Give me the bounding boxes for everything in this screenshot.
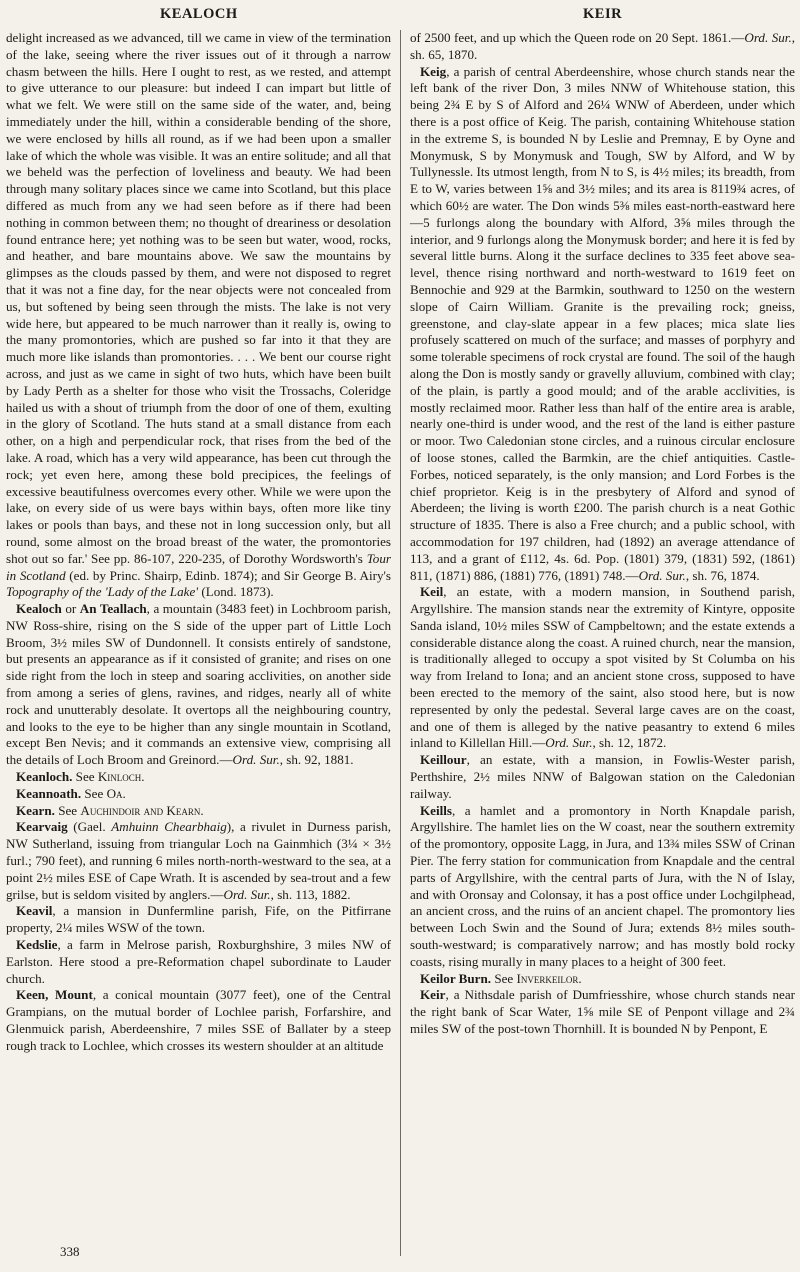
- entry-keen-mount: Keen, Mount, a conical mountain (3077 feet), one of the Central Grampians, on the mutual border of Lochlee parish, Forfarshire, and Glenmuick parish, Aberdeenshire, 7 miles SSE of Ballater by a steep rough track to Lochlee, which crosses its western shoulder at an altitude: [6, 987, 391, 1053]
- headword: Keen, Mount: [16, 987, 93, 1003]
- continuation-paragraph: of 2500 feet, and up which the Queen rode on 20 Sept. 1861.—Ord. Sur., sh. 65, 1870.: [410, 30, 796, 62]
- headword: Keannoath.: [16, 785, 82, 801]
- column-divider: [400, 30, 401, 1256]
- entry-keilor-burn: Keilor Burn. See Inverkeilor.: [420, 970, 582, 986]
- headword: Kearvaig: [16, 819, 68, 835]
- entry-keannoath: Keannoath. See Oa.: [16, 785, 126, 801]
- left-column: [6, 30, 391, 1055]
- entry-keil: Keil, an estate, with a modern mansion, in Southend parish, Argyllshire. The mansion stands near the extremity of Kintyre, opposite Sanda island, 10½ miles SSW of Campbeltown; and the estate extends a considerable distance along the coast. A ruined church, near the mansion, is traditionally alleged to occupy a spot visited by St Columba on his way from Ireland to Iona; and an ancient stone cross, supposed to have been erected to the memory of the saint, also stood here, but is now represented by only the pedestal. Several large caves are on the coast, and one of them is alleged by the native peasantry to extend 6 miles inland to Killellan Hill.—Ord. Sur., sh. 12, 1872.: [410, 584, 795, 751]
- headword: Kearn.: [16, 802, 55, 818]
- running-header: [0, 6, 800, 30]
- headword: Kealoch: [16, 601, 62, 617]
- headword-alt: An Teallach: [79, 601, 147, 617]
- headword: Keilor Burn.: [420, 970, 492, 986]
- entry-keir: Keir, a Nithsdale parish of Dumfriesshire, whose church stands near the right bank of Scar Water, 1⅝ mile SE of Penpont village and 2¾ miles SW of the post-town Thornhill. It is bounded N by Penpont, E: [410, 987, 795, 1037]
- entry-keillour: Keillour, an estate, with a mansion, in Fowlis-Wester parish, Perthshire, 2½ miles NNW of Balgowan station on the Caledonian railway.: [410, 752, 795, 801]
- headword: Keavil: [16, 903, 53, 919]
- cross-reference: Inverkeilor.: [516, 970, 582, 986]
- entry-keills: Keills, a hamlet and a promontory in North Knapdale parish, Argyllshire. The hamlet lies on the W coast, near the southern extremity of the promontory, opposite Lagg, in Jura, and 13¾ miles SSW of Crinan Pier. The ferry station for communication from Knapdale and the central parts of Argyllshire, with the central parts of Jura, with the N of Islay, and with Oronsay and Colonsay, it has a post office under Lochgilphead, an ancient cross, and the ruins of an ancient chapel. The promontory lies between Loch Swin and the Sound of Jura; extends 8½ miles south-south-westward; is comparatively narrow; and has mostly bold rocky coasts, rising murally in many places to a height of 300 feet.: [410, 802, 795, 969]
- entry-keanloch: Keanloch. See Kinloch.: [16, 769, 145, 785]
- headword: Keir: [420, 987, 446, 1003]
- headword: Keillour: [420, 752, 467, 768]
- entry-kedslie: Kedslie, a farm in Melrose parish, Roxburghshire, 3 miles NW of Earlston. Here stood a pre-Reformation chapel subordinate to Lauder church.: [6, 937, 391, 986]
- entry-kearn: Kearn. See Auchindoir and Kearn.: [16, 802, 204, 818]
- entry-kearvaig: Kearvaig (Gael. Amhuinn Chearbhaig), a rivulet in Durness parish, NW Sutherland, issuing from triangular Loch na Gainmhich (3¼ × 3½ furl.; 790 feet), and running 6 miles north-north-westward to the sea, at a point 2½ miles ESE of Cape Wrath. It is ascended by sea-trout and a few grilse, but is seldom visited by anglers.—Ord. Sur., sh. 113, 1882.: [6, 819, 391, 902]
- headword: Keanloch.: [16, 769, 73, 785]
- headword: Keills: [420, 802, 453, 818]
- cross-reference: Auchindoir and Kearn.: [80, 802, 204, 818]
- cross-reference: Oa.: [106, 785, 126, 801]
- cross-reference: Kinloch.: [97, 769, 145, 785]
- page-number: 338: [60, 1244, 80, 1259]
- headword: Keig: [420, 63, 447, 79]
- continuation-paragraph: delight increased as we advanced, till we came in view of the termination of the lake, seeing where the river issues out of it through a narrow chasm between the hills. Here I ought to rest, as we rested, and attempt to give utterance to our pleasure: but indeed I can impart but little of what we felt. We were still on the same side of the water, and, being immediately under the hill, within a considerable bending of the shore, we were enclosed by hills all round, as if we had been upon a smaller lake of which the whole was visible. It was an entire solitude; and all that we beheld was the perfection of loveliness and beauty. We had been through many solitary places since we came into Scotland, but this place differed as much from any we had seen before as if there had been nothing in common between them; no thought of dreariness or desolation found entrance here; yet nothing was to be seen but water, wood, rocks, and heather, and bare mountains above. We saw the mountains by glimpses as the clouds passed by them, and were not disposed to regret that it was not a fine day, for the near objects were not concealed from us, but softened by being seen through the mists. The lake is not very wide here, but appeared to be much narrower than it really is, owing to the many promontories, which are pushed so far into it that they are much more like islands than promontories. . . . We bent our course right across, and just as we came in sight of two huts, which have been built by Lady Perth as a shelter for those who visit the Trossachs, Coleridge hailed us with a shout of triumph from the door of one of them, exulting in the glory of Scotland. The huts stand at a small distance from each other, on a high and perpendicular rock, that rises from the bed of the lake. A road, which has a very wild appearance, has been cut through the rock; yet even here, among these bold precipices, the feelings of excessive beautifulness overcomes every other. While we were upon the lake, on every side of us were bays within bays, often more like tiny lakes or pools than bays, and these not in long succession only, but all round, some almost on the broad breast of the water, the promontories shot out so far.' See pp. 86-107, 220-235, of Dorothy Wordsworth's Tour in Scotland (ed. by Princ. Shairp, Edinb. 1874); and Sir George B. Airy's Topography of the 'Lady of the Lake' (Lond. 1873).: [6, 30, 391, 600]
- entry-keig: Keig, a parish of central Aberdeenshire, whose church stands near the left bank of the river Don, 3 miles NNW of Whitehouse station, this being 2¾ E by S of Alford and 26¼ WNW of Aberdeen, under which there is a post office of Keig. The parish, containing Whitehouse station in the extreme S, is bounded N by Leslie and Premnay, E by Oyne and Monymusk, S by Monymusk and Tough, SW by Alford, and W by Tullynessle. Its utmost length, from N to S, is 4½ miles; its breadth, from E to W, varies between 1⅝ and 3½ miles; and its area is 8119¾ acres, of which 60½ are water. The Don winds 5⅜ miles east-north-eastward here—5 furlongs along the boundary with Alford, 3⅝ miles through the interior, and 9 furlongs along the Monymusk border; and here it is fed by several little burns. Along it the surface declines to 335 feet above sea-level, thence rising northward and north-westward to 1619 feet on Bennochie and 929 at the Barmkin, southward to 1250 on the western slope of Cairn William. Granite is the prevailing rock; gneiss, greenstone, and clay-slate appear in a few places; mica slate lies profusely scattered on much of the surface; and masses of porphyry and some tolerable specimens of rock crystal are found. The soil of the haugh along the Don is mostly sandy or gravelly alluvium, combined with clay; of the plain, is partly a good mould; and of the arable acclivities, is mostly reclaimed moor. Rather less than half of the entire area is arable, nearly one-third is under wood, and the rest of the land is either pasture or moor. Two Caledonian stone circles, and a ruinous circular enclosure of loose stones, called the Barmkin, are the chief antiquities. Castle-Forbes, noticed separately, is the only mansion; and Lord Forbes is the chief proprietor. Keig is in the presbytery of Alford and synod of Aberdeen; the living is worth £200. The parish church is a neat Gothic structure of 1835. There is also a Free church; and a public school, with accommodation for 197 children, had (1892) an average attendance of 113, and a grant of £112, 4s. 6d. Pop. (1801) 379, (1831) 592, (1861) 811, (1871) 886, (1881) 776, (1891) 748.—Ord. Sur., sh. 76, 1874.: [410, 63, 795, 583]
- headword: Keil: [420, 584, 444, 600]
- header-left-headword: KEALOCH: [160, 6, 238, 22]
- entry-keavil: Keavil, a mansion in Dunfermline parish, Fife, on the Pitfirrane property, 2¼ miles WSW of the town.: [6, 903, 391, 936]
- entry-kealoch: Kealoch or An Teallach, a mountain (3483 feet) in Lochbroom parish, NW Ross-shire, rising on the S side of the upper part of Little Loch Broom, 3½ miles SW of Dundonnell. It consists entirely of sandstone, but presents an appearance as if it consisted of granite; and rises on one side right from the loch in steep and soaring acclivities, on another side from among a series of glens, ravines, and ridges, nearly all of white rock and unutterably desolate. It overtops all the neighbouring country, and looks to the eye to be higher than any single mountain in Scotland, except Ben Nevis; and it commands an extensive view, comprising all the details of Loch Broom and Greinord.—Ord. Sur., sh. 92, 1881.: [6, 601, 391, 768]
- headword: Kedslie: [16, 937, 58, 953]
- right-column: [410, 30, 795, 1038]
- header-right-headword: KEIR: [583, 6, 623, 22]
